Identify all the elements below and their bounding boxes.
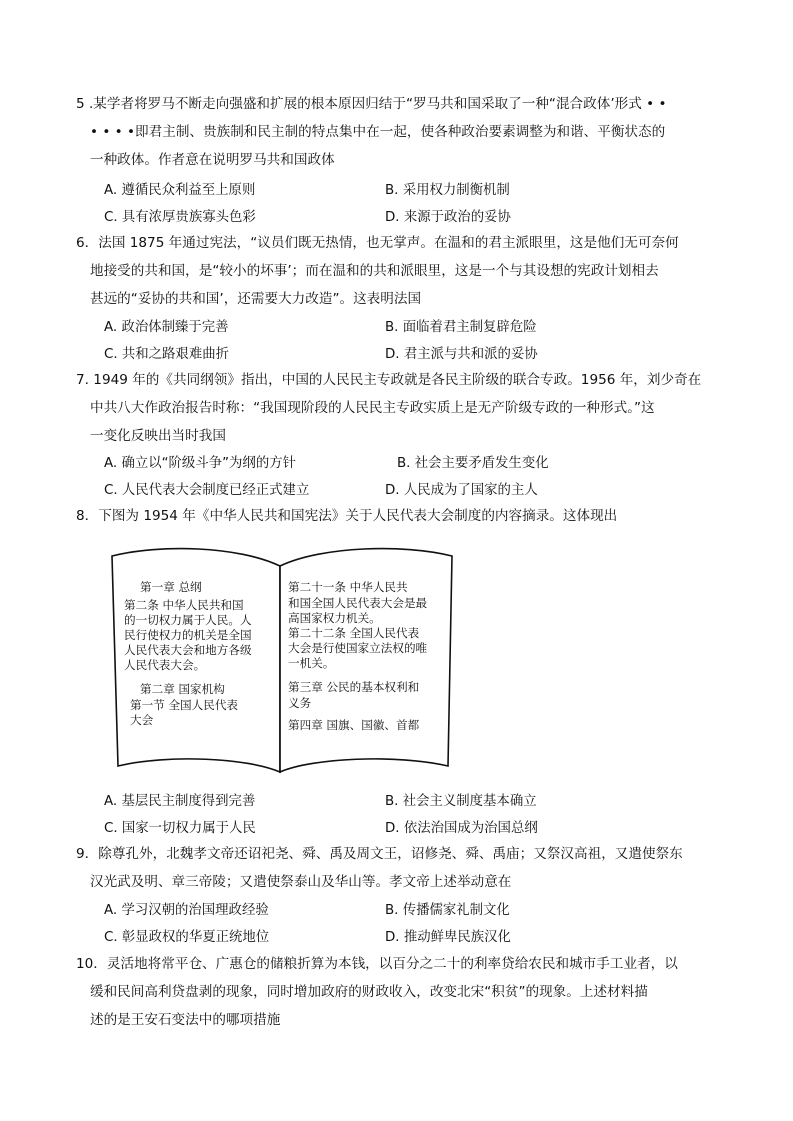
book-right-line-9: 第四章 国旗、国徽、首都 [288, 718, 420, 732]
book-left-line-7: 第二章 国家机构 [140, 682, 225, 696]
question-10-line-2: 缓和民间高利贷盘剥的现象，同时增加政府的财政收入，改变北宋“积贫”的现象。上述材料描 [90, 984, 648, 1000]
book-right-line-4: 第二十二条 全国人民代表 [288, 626, 420, 640]
question-8 [76, 502, 716, 530]
question-8-line-1: 8．下图为 1954 年《中华人民共和国宪法》关于人民代表大会制度的内容摘录。这体现出 [76, 508, 618, 524]
option-9a[interactable]: A. 学习汉朝的治国理政经验 [104, 903, 269, 918]
book-right-line-5: 大会是行使国家立法权的唯 [288, 641, 428, 655]
book-right-line-2: 和国全国人民代表大会是最 [288, 596, 428, 610]
option-7a[interactable]: A. 确立以“阶级斗争”为纲的方针 [104, 456, 296, 471]
option-9c[interactable]: C. 彰显政权的华夏正统地位 [104, 930, 270, 945]
option-8d[interactable]: D. 依法治国成为治国总纲 [385, 821, 538, 836]
book-left-line-5: 人民代表大会和地方各级 [124, 643, 252, 657]
book-right-line-1: 第二十一条 中华人民共 [288, 580, 408, 594]
option-6b[interactable]: B. 面临着君主制复辟危险 [385, 320, 537, 335]
book-right-line-7: 第三章 公民的基本权利和 [288, 680, 420, 694]
option-9d[interactable]: D. 推动鲜卑民族汉化 [385, 930, 511, 945]
question-10 [76, 950, 716, 1034]
book-left-line-3: 的一切权力属于人民。人 [124, 613, 252, 627]
question-5-line-2: • • • •即君主制、贵族制和民主制的特点集中在一起，使各种政治要素调整为和谐、平衡状态的 [90, 124, 666, 140]
question-5 [76, 90, 716, 174]
question-9-line-1: 9．除尊孔外，北魏孝文帝还诏祀尧、舜、禹及周文王，诏修尧、舜、禹庙；又祭汉高祖，又遣使祭东 [76, 846, 683, 862]
book-left-line-4: 民行使权力的机关是全国 [124, 628, 252, 642]
option-8c[interactable]: C. 国家一切权力属于人民 [104, 821, 256, 836]
book-right-line-3: 高国家权力机关。 [288, 611, 381, 625]
question-10-line-3: 述的是王安石变法中的哪项措施 [90, 1012, 281, 1028]
question-6-line-3: 甚远的“妥协的共和国’，还需要大力改造”。这表明法国 [90, 291, 422, 307]
question-7-line-3: 一变化反映出当时我国 [90, 428, 226, 444]
question-7-line-2: 中共八大作政治报告时称：“我国现阶段的人民民主专政实质上是无产阶级专政的一种形式。”这 [90, 400, 655, 416]
book-left-line-9: 大会 [130, 713, 154, 727]
option-6c[interactable]: C. 共和之路艰难曲折 [104, 347, 229, 362]
book-left-line-8: 第一节 全国人民代表 [130, 698, 239, 712]
option-5c[interactable]: C. 具有浓厚贵族寡头色彩 [104, 210, 256, 225]
option-9b[interactable]: B. 传播儒家礼制文化 [385, 903, 510, 918]
option-7d[interactable]: D. 人民成为了国家的主人 [385, 483, 538, 498]
question-5-line-3: 一种政体。作者意在说明罗马共和国政体 [90, 152, 335, 168]
option-5b[interactable]: B. 采用权力制衡机制 [385, 183, 510, 198]
option-8b[interactable]: B. 社会主义制度基本确立 [385, 794, 537, 809]
option-6d[interactable]: D. 君主派与共和派的妥协 [385, 347, 538, 362]
option-7b[interactable]: B. 社会主要矛盾发生变化 [397, 456, 549, 471]
question-10-line-1: 10．灵活地将常平仓、广惠仓的储粮折算为本钱，以百分之二十的利率贷给农民和城市手工业者，以 [76, 956, 678, 972]
book-right-line-8: 义务 [288, 696, 312, 710]
option-5d[interactable]: D. 来源于政治的妥协 [385, 210, 511, 225]
question-5-line-1: 5 .某学者将罗马不断走向强盛和扩展的根本原因归结于“罗马共和国采取了一种“混合政体’形式 • • [76, 96, 667, 112]
option-5a[interactable]: A. 遵循民众利益至上原则 [104, 183, 256, 198]
question-6 [76, 229, 716, 313]
question-6-line-1: 6．法国 1875 年通过宪法，“议员们既无热情，也无掌声。在温和的君主派眼里，这是他们无可奈何 [76, 235, 679, 251]
question-9-line-2: 汉光武及明、章三帝陵；又遣使祭泰山及华山等。孝文帝上述举动意在 [90, 874, 512, 890]
book-right-line-6: 一机关。 [288, 656, 335, 670]
constitution-book-figure [108, 540, 456, 775]
option-8a[interactable]: A. 基层民主制度得到完善 [104, 794, 256, 809]
question-9 [76, 840, 716, 896]
option-6a[interactable]: A. 政治体制臻于完善 [104, 320, 229, 335]
book-left-line-1: 第一章 总纲 [140, 580, 202, 594]
book-left-line-6: 人民代表大会。 [124, 658, 206, 672]
option-7c[interactable]: C. 人民代表大会制度已经正式建立 [104, 483, 310, 498]
question-7-line-1: 7. 1949 年的《共同纲领》指出，中国的人民民主专政就是各民主阶级的联合专政。1956 年，刘少奇在 [76, 372, 702, 388]
question-6-line-2: 地接受的共和国，是“较小的坏事’；而在温和的共和派眼里，这是一个与其设想的宪政计划相去 [90, 263, 659, 279]
book-left-line-2: 第二条 中华人民共和国 [124, 598, 244, 612]
question-7 [76, 366, 716, 450]
